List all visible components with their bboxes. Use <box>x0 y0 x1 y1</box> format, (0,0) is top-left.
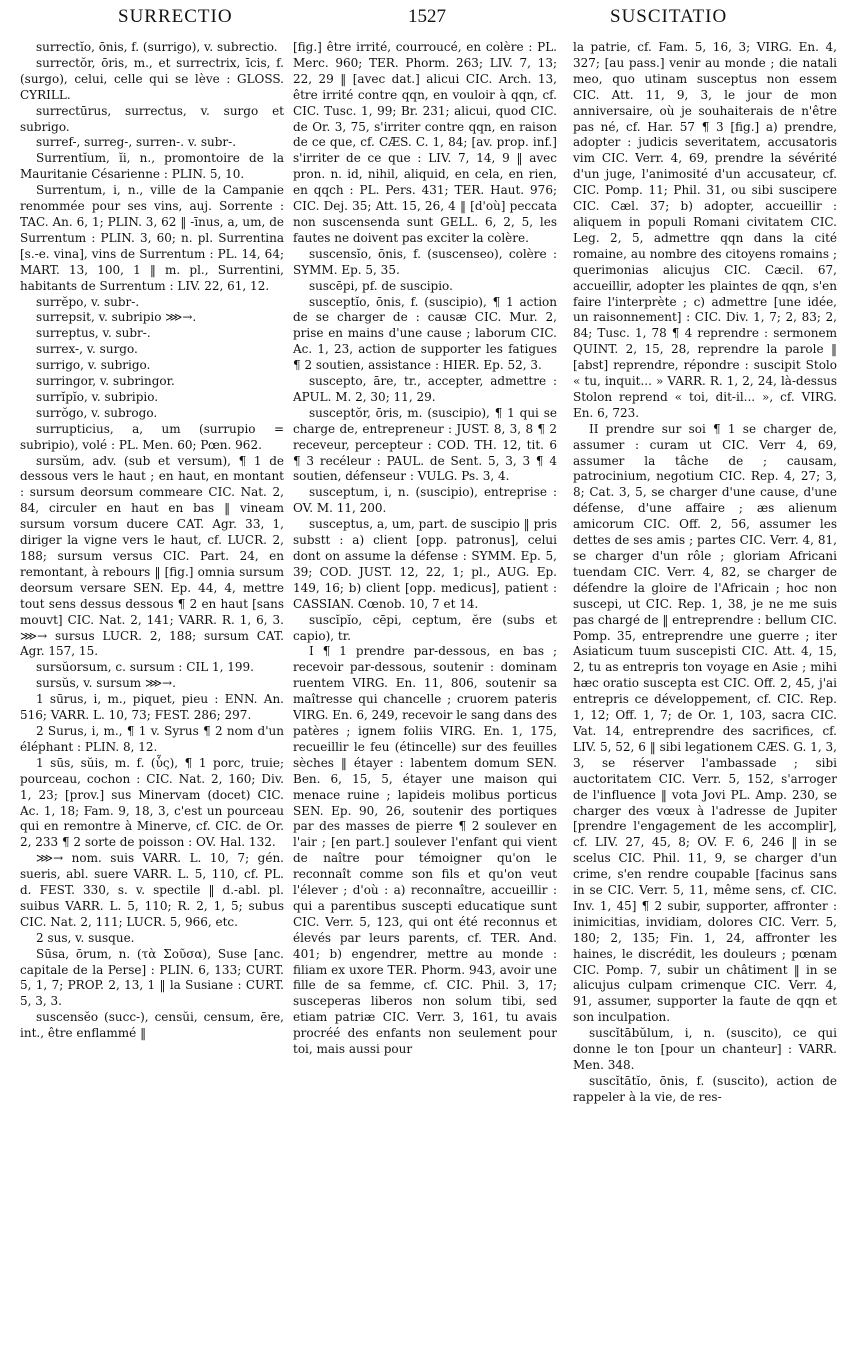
entry: surrupticius, a, um (surrupio = subripio), volé : PL. Men. 60; Pœn. 962. <box>20 421 284 452</box>
entry: 2 sus, v. susque. <box>36 930 135 945</box>
entry: surringor, v. subringor. <box>36 374 175 389</box>
column-2 <box>293 40 557 1360</box>
entry: 2 Surus, i, m., ¶ 1 v. Syrus ¶ 2 nom d'un éléphant : PLIN. 8, 12. <box>20 723 284 754</box>
entry: surrepsit, v. subripio ⋙→. <box>36 310 197 325</box>
entry: 1 sūrus, i, m., piquet, pieu : ENN. An. 516; VARR. L. 10, 73; FEST. 286; 297. <box>20 692 284 723</box>
entry: susceptus, a, um, part. de suscipio ‖ pris substt : a) client [opp. patronus], celui dont on assume la défense : SYMM. Ep. 5, 39; COD. JUST. 12, 22, 1; pl., AUG. Ep. 149, 16; b) client [opp. medicus], patient : CASSIAN. Cœnob. 10, 7 et 14. <box>293 517 557 611</box>
entry: surrectūrus, surrectus, v. surgo et subrigo. <box>20 103 284 134</box>
entry: surrĕpo, v. subr-. <box>36 294 140 309</box>
entry: suscēpi, pf. de suscipio. <box>309 278 453 293</box>
entry: Surrentum, i, n., ville de la Campanie renommée pour ses vins, auj. Sorrente : TAC. An. 6, 1; PLIN. 3, 62 ‖ -īnus, a, um, de Surrentum : PLIN. 3, 60; n. pl. Surrentina [s.-e. vina], vins de Surrentum : PL. 14, 64; MART. 13, 100, 1 ‖ m. pl., Surrentini, habitants de Surrentum : LIV. 22, 61, 12. <box>20 183 284 293</box>
running-head-left: SURRECTIO <box>118 6 233 27</box>
entry: susceptum, i, n. (suscipio), entreprise : OV. M. 11, 200. <box>293 485 557 516</box>
entry: ⋙→ nom. suis VARR. L. 10, 7; gén. sueris, abl. suere VARR. L. 5, 110, cf. PL. d. FEST. 330, s. v. spectile ‖ d.-abl. pl. suibus VARR. L. 5, 110; R. 2, 1, 5; subus CIC. Nat. 2, 111; LUCR. 5, 966, etc. <box>20 851 284 929</box>
entry: surrigo, v. subrigo. <box>36 358 151 373</box>
entry: suscĭtābŭlum, i, n. (suscito), ce qui donne le ton [pour un chanteur] : VARR. Men. 348. <box>573 1026 837 1072</box>
entry: suscensĭo, ōnis, f. (suscenseo), colère : SYMM. Ep. 5, 35. <box>293 246 557 277</box>
entry: suscensĕo (succ-), censŭi, censum, ēre, int., être enflammé ‖ <box>20 1010 284 1041</box>
entry: surrectĭo, ōnis, f. (surrigo), v. subrectio. <box>36 40 278 54</box>
entry: Sūsa, ōrum, n. (τὰ Σοῦσα), Suse [anc. capitale de la Perse] : PLIN. 6, 133; CURT. 5, 1, 7; PROP. 2, 13, 1 ‖ la Susiane : CURT. 5, 3, 3. <box>20 946 284 1009</box>
entry: II prendre sur soi ¶ 1 se charger de, assumer : curam ut CIC. Verr 4, 69, assumer la tâche de ; causam, patrocinium, negotium CIC. Rep. 4, 27; 3, 8; Cat. 3, 5, se charger d'une cause, d'une défense, d'une affaire ; æs alienum amicorum CIC. Off. 2, 56, assumer les dettes de ses amis ; partes CIC. Verr. 4, 81, se charger d'un rôle ; gloriam Africani tuendam CIC. Verr. 4, 82, se charger de défendre la gloire de l'Africain ; hoc non suscepi, ut CIC. Rep. 1, 38, je ne me suis pas chargé de ‖ entreprendre : bellum CIC. Pomp. 35, entreprendre une guerre ; iter Asiaticum tuum suscepisti CIC. Att. 4, 15, 2, tu as entrepris ton voyage en Asie ; mihi hæc oratio suscepta est CIC. Off. 2, 45, j'ai entrepris ce développement, cf. CIC. Rep. 1, 12; Off. 1, 7; de Or. 1, 103, sacra CIC. Vat. 14, entreprendre des sacrifices, cf. LIV. 5, 52, 6 ‖ sibi legationem CÆS. G. 1, 3, 3, se réserver l'ambassade ; sibi auctoritatem CIC. Verr. 5, 152, s'arroger de l'influence ‖ vota Jovi PL. Amp. 230, se charger des vœux à l'adresse de Jupiter [prendre l'engagement de les accomplir], cf. LIV. 27, 45, 8; OV. F. 6, 246 ‖ in se scelus CIC. Phil. 11, 9, se charger d'un crime, s'en rendre coupable [facinus sans in se CIC. Verr. 5, 11, même sens, cf. CIC. Inv. 1, 45] ¶ 2 subir, supporter, affronter : inimicitias, invidiam, dolores CIC. Verr. 5, 180; 2, 135; Fin. 1, 24, affronter les haines, le discrédit, les douleurs ; pœnam CIC. Pomp. 7, subir un châtiment ‖ in se alicujus culpam crimenque CIC. Verr. 4, 91, assumer, supporter la faute de qqn et son inculpation. <box>573 421 837 1025</box>
entry: sursŭs, v. sursum ⋙→. <box>36 676 176 691</box>
column-1 <box>20 40 284 1360</box>
column-3 <box>573 40 837 1360</box>
entry: susceptĭo, ōnis, f. (suscipio), ¶ 1 action de se charger de : causæ CIC. Mur. 2, prise en mains d'une cause ; laborum CIC. Ac. 1, 23, action de supporter les fatigues ¶ 2 soutien, assistance : HIER. Ep. 52, 3. <box>293 294 557 373</box>
page-number: 1527 <box>408 6 446 27</box>
entry: surreptus, v. subr-. <box>36 326 151 341</box>
entry: surrŏgo, v. subrogo. <box>36 405 158 420</box>
entry: suscĭtātĭo, ōnis, f. (suscito), action de rappeler à la vie, de res- <box>573 1073 837 1104</box>
entry: Surrentĭum, ĭi, n., promontoire de la Mauritanie Césarienne : PLIN. 5, 10. <box>20 151 284 182</box>
entry: surrectŏr, ōris, m., et surrectrix, īcis, f. (surgo), celui, celle qui se lève : GLOSS. CYRILL. <box>20 55 284 102</box>
running-head-right: SUSCITATIO <box>610 6 728 27</box>
entry: [fig.] être irrité, courroucé, en colère : PL. Merc. 960; TER. Phorm. 263; LIV. 7, 13; 22, 29 ‖ [avec dat.] alicui CIC. Arch. 13, être irrité contre qqn, en vouloir à qqn, cf. CIC. Tusc. 1, 99; Br. 231; alicui, quod CIC. de Or. 3, 75, s'irriter contre qqn, en raison de ce que, cf. CÆS. C. 1, 84; [av. prop. inf.] s'irriter de ce que : LIV. 7, 14, 9 ‖ avec pron. n. id, nihil, aliquid, en cela, en rien, en qqch : PL. Pers. 431; TER. Haut. 976; CIC. Dej. 35; Att. 15, 26, 4 ‖ [d'où] peccata non suscensenda sunt GELL. 6, 2, 5, les fautes ne doivent pas exciter la colère. <box>293 40 557 245</box>
entry: sursŭm, adv. (sub et versum), ¶ 1 de dessous vers le haut ; en haut, en montant : sursum deorsum commeare CIC. Nat. 2, 84, circuler en haut en bas ‖ vineam sursum vorsum ducere CAT. Agr. 33, 1, diriger la vigne vers le haut, cf. LUCR. 2, 188; sursum versus CIC. Part. 24, en remontant, à rebours ‖ [fig.] omnia sursum deorsum versare SEN. Ep. 44, 4, mettre tout sens dessus dessous ¶ 2 en haut [sans mouvt] CIC. Nat. 2, 141; VARR. R. 1, 6, 3. ⋙→ sursus LUCR. 2, 188; sursum CAT. Agr. 157, 15. <box>20 453 284 659</box>
entry: surrex-, v. surgo. <box>36 342 138 357</box>
entry: I ¶ 1 prendre par-dessous, en bas ; recevoir par-dessous, soutenir : dominam ruentem VIRG. En. 11, 806, soutenir sa maîtresse qui chancelle ; cruorem pateris VIRG. En. 6, 249, recevoir le sang dans des patères ; ignem foliis VIRG. En. 1, 175, recueillir le feu (étincelle) sur des feuilles sèches ‖ étayer : labentem domum SEN. Ben. 6, 15, 5, étayer une maison qui menace ruine ; lapideis molibus porticus SEN. Ep. 90, 26, soutenir des portiques par des masses de pierre ¶ 2 soulever en l'air ; [en part.] soulever l'enfant qui vient de naître pour témoigner qu'on le reconnaît comme son fils et qu'on veut l'élever ; d'où : a) reconnaître, accueillir : qui a parentibus suscepti educatique sunt CIC. Verr. 5, 123, qui ont été reconnus et élevés par leurs parents, cf. TER. And. 401; b) engendrer, mettre au monde : filiam ex uxore TER. Phorm. 943, avoir une fille de sa femme, cf. CIC. Phil. 3, 17; susceperas liberos non solum tibi, sed etiam patriæ CIC. Verr. 3, 161, tu avais procréé des enfants non seulement pour toi, mais aussi pour <box>293 644 557 1057</box>
entry: susceptŏr, ōris, m. (suscipio), ¶ 1 qui se charge de, entrepreneur : JUST. 8, 3, 8 ¶ 2 receveur, percepteur : COD. TH. 12, tit. 6 ¶ 3 recéleur : PAUL. de Sent. 5, 3, 3 ¶ 4 soutien, défenseur : VULG. Ps. 3, 4. <box>293 405 557 484</box>
entry: surrĭpĭo, v. subripio. <box>36 389 159 404</box>
entry: surref-, surreg-, surren-. v. subr-. <box>36 135 237 150</box>
entry: 1 sūs, sŭis, m. f. (ὗς), ¶ 1 porc, truie; pourceau, cochon : CIC. Nat. 2, 160; Div. 1, 23; [prov.] sus Minervam (docet) CIC. Ac. 1, 18; Fam. 9, 18, 3, c'est un pourceau qui en remontre à Minerve, cf. CIC. de Or. 2, 233 ¶ 2 sorte de poisson : OV. Hal. 132. <box>20 755 284 850</box>
entry: la patrie, cf. Fam. 5, 16, 3; VIRG. En. 4, 327; [au pass.] venir au monde ; die natali meo, quo utinam susceptus non essem CIC. Att. 11, 9, 3, le jour de mon anniversaire, où je souhaiterais de n'être pas né, cf. Har. 57 ¶ 3 [fig.] a) prendre, adopter : judicis severitatem, accusatoris vim CIC. Verr. 4, 69, prendre la sévérité d'un juge, l'animosité d'un accusateur, cf. CIC. Pomp. 11; Phil. 31, ou sibi suscipere CIC. Cæl. 37; b) adopter, accueillir : aliquem in populi Romani civitatem CIC. Leg. 2, 5, admettre qqn dans la cité romaine, au nombre des citoyens romains ; querimonias alicujus CIC. Cæcil. 67, accueillir, adopter les plaintes de qqn, s'en faire l'interprète ; c) admettre [une idée, un raisonnement] : CIC. Div. 1, 7; 2, 83; 2, 84; Tusc. 1, 78 ¶ 4 reprendre : sermonem QUINT. 2, 15, 28, reprendre la parole ‖ [abst] reprendre, répondre : suscipit Stolo « tu, inquit... » VARR. R. 1, 2, 24, là-dessus Stolon reprend « toi, dit-il... », cf. VIRG. En. 6, 723. <box>573 40 837 420</box>
entry: suscĭpĭo, cēpi, ceptum, ĕre (subs et capio), tr. <box>293 612 557 643</box>
entry: sursŭorsum, c. sursum : CIL 1, 199. <box>36 660 254 675</box>
entry: suscepto, āre, tr., accepter, admettre : APUL. M. 2, 30; 11, 29. <box>293 374 557 404</box>
